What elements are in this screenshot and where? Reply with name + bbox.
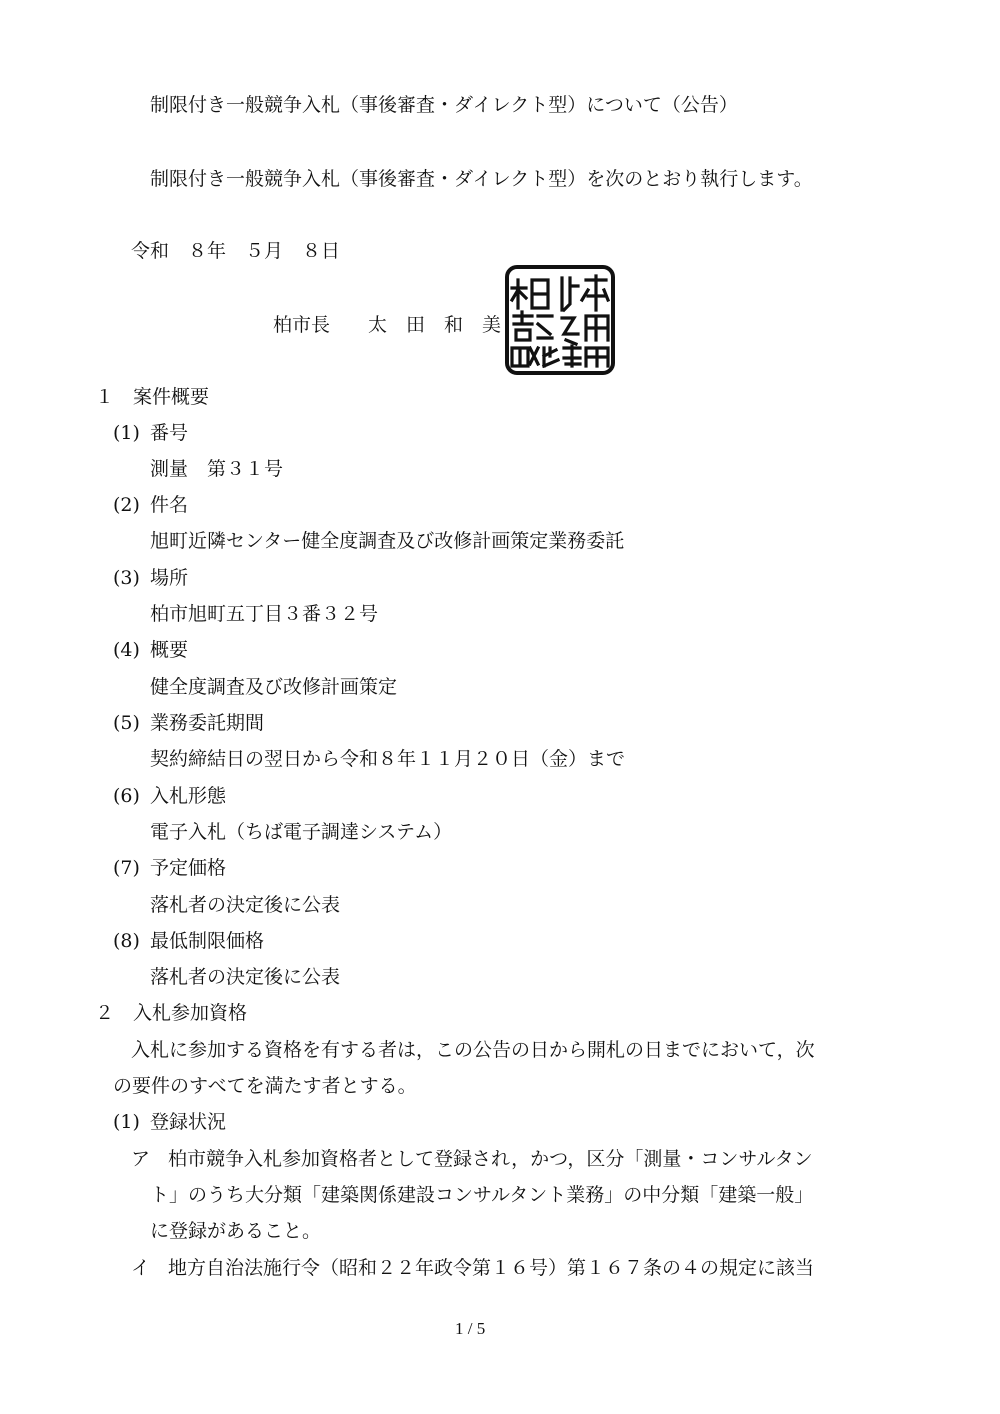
clause-a-label: ア [131, 1148, 151, 1170]
item-6-label: (6) [113, 785, 140, 807]
section-2-intro-line-1: 入札に参加する資格を有する者は，この公告の日から開札の日までにおいて，次 [131, 1039, 815, 1061]
item-5-name: 業務委託期間 [150, 712, 265, 734]
item-8-label: (8) [113, 930, 140, 952]
clause-a-line-1: 柏市競争入札参加資格者として登録され，かつ，区分「測量・コンサルタン [168, 1148, 813, 1170]
item-4-label: (4) [113, 639, 140, 661]
item-2-value: 旭町近隣センター健全度調査及び改修計画策定業務委託 [150, 530, 625, 552]
item-4-name: 概要 [150, 639, 189, 661]
sub-1-title: 登録状況 [150, 1111, 227, 1133]
sub-1-label: (1) [113, 1111, 140, 1133]
item-7-name: 予定価格 [150, 857, 227, 879]
issuer-name: 柏市長 太 田 和 美 [273, 314, 502, 336]
clause-i-label: イ [131, 1257, 151, 1279]
section-2-intro-line-2: の要件のすべてを満たす者とする。 [113, 1075, 417, 1097]
notice-date: 令和 ８年 ５月 ８日 [131, 240, 341, 262]
item-1-label: (1) [113, 422, 140, 444]
official-seal [504, 264, 616, 376]
item-6-name: 入札形態 [150, 785, 227, 807]
clause-a-line-2: ト」のうち大分類「建築関係建設コンサルタント業務」の中分類「建築一般」 [150, 1184, 814, 1206]
item-5-value: 契約締結日の翌日から令和８年１１月２０日（金）まで [150, 748, 626, 770]
item-1-value: 測量 第３１号 [150, 458, 284, 480]
page-number: 1 / 5 [455, 1319, 486, 1338]
clause-a-line-3: に登録があること。 [150, 1220, 322, 1242]
item-8-name: 最低制限価格 [150, 930, 265, 952]
notice-heading: 制限付き一般競争入札（事後審査・ダイレクト型）について（公告） [150, 94, 738, 116]
item-1-name: 番号 [150, 422, 189, 444]
item-7-label: (7) [113, 857, 140, 879]
item-8-value: 落札者の決定後に公表 [150, 966, 341, 988]
item-3-name: 場所 [150, 567, 189, 589]
item-3-value: 柏市旭町五丁目３番３２号 [150, 603, 379, 625]
section-1-title: １ 案件概要 [95, 386, 210, 408]
item-2-label: (2) [113, 494, 140, 516]
item-4-value: 健全度調査及び改修計画策定 [150, 676, 398, 698]
clause-i-line-1: 地方自治法施行令（昭和２２年政令第１６号）第１６７条の４の規定に該当 [168, 1257, 815, 1279]
section-2-title: ２ 入札参加資格 [95, 1002, 248, 1024]
item-5-label: (5) [113, 712, 140, 734]
notice-intro: 制限付き一般競争入札（事後審査・ダイレクト型）を次のとおり執行します。 [150, 168, 813, 190]
item-2-name: 件名 [150, 494, 189, 516]
item-7-value: 落札者の決定後に公表 [150, 894, 341, 916]
item-3-label: (3) [113, 567, 140, 589]
item-6-value: 電子入札（ちば電子調達システム） [150, 821, 453, 843]
